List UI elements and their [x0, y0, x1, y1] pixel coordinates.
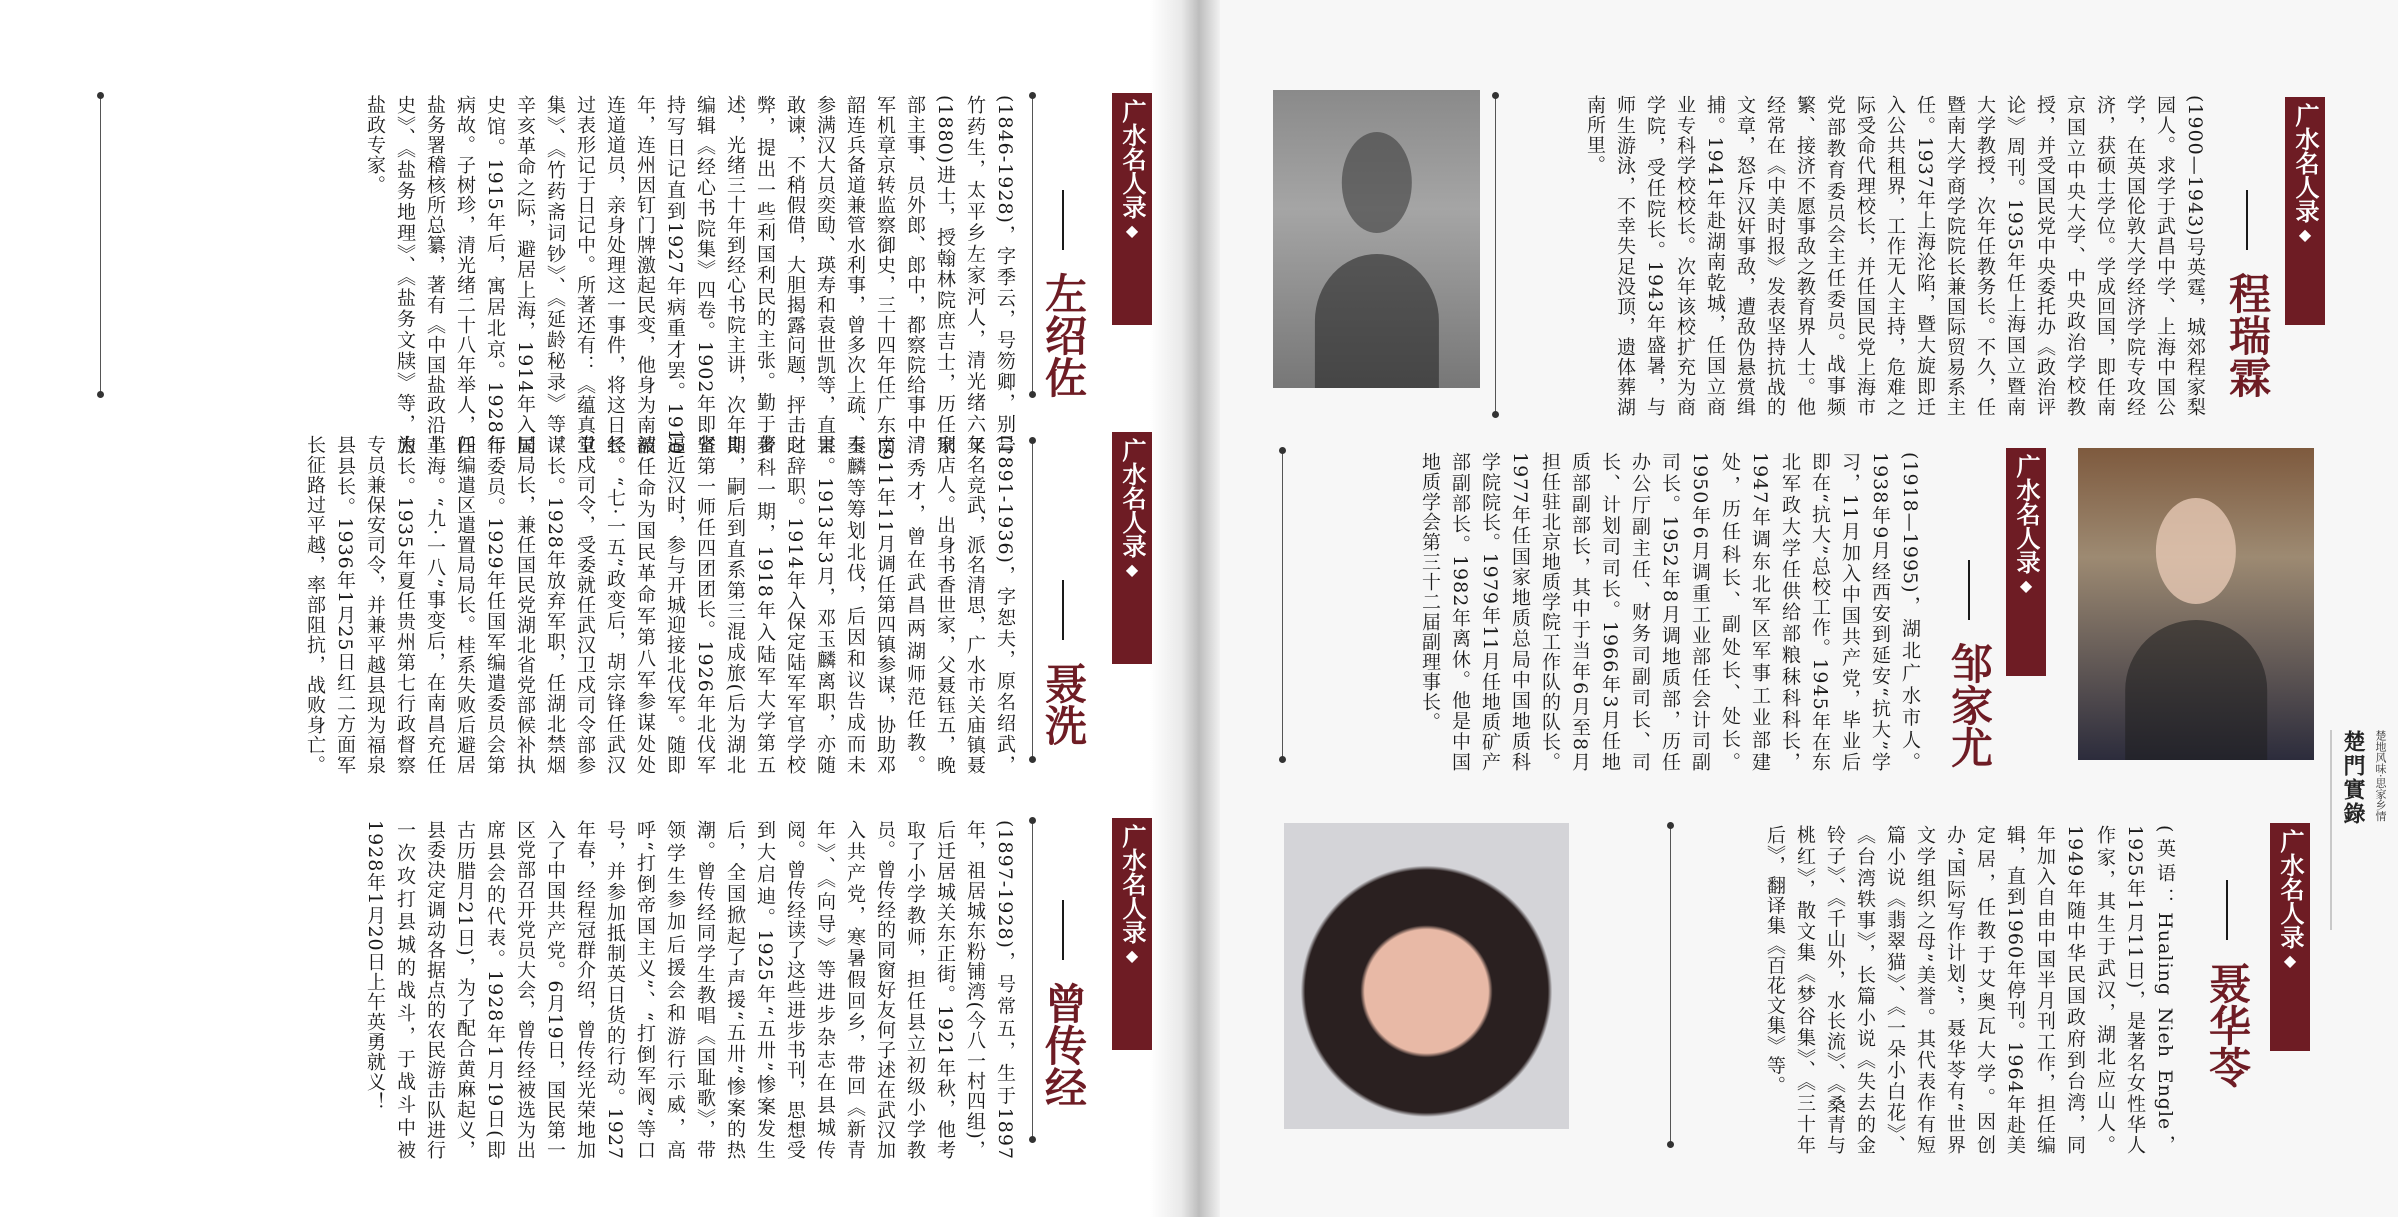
- portrait-body: [2125, 620, 2267, 760]
- section-tag-label: 广水名人录: [2276, 829, 2305, 949]
- divider-line: [1495, 95, 1496, 415]
- bio-zou: (1918—1995)，湖北广水市人。1938年9月经西安到延安“抗大”学习，11月加入中国共产党，毕业后即在“抗大”总校工作。1945年在东北军政大学任供给部粮秣科科长，1947年调东北军区军事工业部建处，历任科长、副处长、处长。1950年6月调重工业部任会计司副司长。1952年8月调地质部，历任办公厅副主任、财务司副司长、司长、计划司司长。1966年3月任地质部副部长，其中于当年6月至8月担任驻北京地质学院工作队的队长。1977年任国家地质总局中国地质科学院院长。1979年11月任地质矿产部副部长。1982年离休。他是中国地质学会第三十二届副理事长。: [1419, 452, 1921, 772]
- divider-line: [1032, 440, 1033, 760]
- name-niexi: [1036, 580, 1090, 746]
- divider-line: [1032, 820, 1033, 1140]
- name-niexi-text: 聂洗: [1039, 662, 1088, 746]
- name-dash: [2246, 190, 2248, 250]
- bio-niexi: (1891-1936)，字恕夫，原名绍武，又名竞武，派名清思，广水市关庙镇聂家店人。出身书香世家，父聂钰五，晚清秀才，曾在武昌两湖师范任教。1911年11月调任第四镇参谋，协助邓玉麟等筹划北伐，后因和议告成而未果。1913年3月，邓玉麟离职，亦随之辞职。1914年入保定陆军军官学校步科一期，1918年入陆军大学第五期，嗣后到直系第三混成旅(后为湖北省第一师任四团团长。1926年北伐军逼近汉时，参与开城迎接北伐军。随即被任命为国民革命军第八军参谋处处长。“七·一五”政变后，胡宗锋任武汉卫戍司令，受委就任武汉卫戍司令部参谋长。1928年放弃军职，任湖北禁烟局局长，兼任国民党湖北省党部候补执行委员。1929年任国军编遣委员会第四编遣区遣置局局长。桂系失败后避居上海。“九·一八”事变后，在南昌充任旅长。1935年夏任贵州第七行政督察专员兼保安司令，并兼平越县现为福泉县县长。1936年1月25日红二方面军长征路过平越，率部阻抗，战败身亡。: [304, 435, 1016, 775]
- name-cheng: [2220, 190, 2274, 398]
- section-tag-label: 广水名人录: [1118, 438, 1147, 558]
- bio-zuo: (1846-1928)，字季云，号笏卿，别号竹药生，太平乡左家河人，清光绪六年(1880)进士，授翰林院庶吉士，历任刑部主事、员外郎、郎中，都察院给事中、军机章京转监察御史，三十四年任广东南韶连兵备道兼管水利事，曾多次上疏、奏参满汉大员奕劻、瑛寿和袁世凯等，直言敢谏，不稍假借，大胆揭露问题，抨击时弊，提出一些利国利民的主张。勤于著述，光绪三十年到经心书院主讲，次年即编辑《经心书院集》四卷。1902年即坚持写日记直到1927年病重才罢。1910年，连州因钉门牌激起民变，他身为南韶连道道员，亲身处理这一事件，将这日经过表形记于日记中。所著还有：《蕴真堂集》、《竹药斋词钞》、《延龄秘录》等。辛亥革命之际，避居上海，1914年入国史馆。1915年后，寓居北京。1928年病故。子树珍，清光绪二十八年举人，任盐务署稽核所总纂，著有《中国盐政沿革史》、《盐务地理》、《盐务文牍》等，为盐政专家。: [364, 95, 1016, 455]
- section-tag-label: 广水名人录: [1118, 99, 1147, 219]
- diamond-icon: ◆: [2283, 951, 2297, 970]
- divider-line: [1032, 95, 1033, 395]
- name-zou-text: 邹家尤: [1945, 642, 1994, 768]
- bio-cheng: (1900—1943)号英霆，城郊程家梨园人。求学于武昌中学、上海中国公学，在英国伦敦大学经济学院专攻经济，获硕士学位。学成回国，即任南京国立中央大学、中央政治学校教授，并受国民党中央委托办《政治评论》周刊。1935年任上海国立暨南大学教授，次年任教务长。不久，任暨南大学商学院院长兼国际贸易系主任。1937年上海沦陷，暨大旋即迁入公共租界，工作无人主持，危难之际受命代理校长，并任国民党上海市党部教育委员会主任委员。战事频繁、接济不愿事敌之教育界人士。他经常在《中美时报》发表坚持抗战的文章，怒斥汉奸事敌，遭敌伪悬赏缉捕。1941年赴湖南乾城，任国立商业专科学校校长。次年该校扩充为商学院，受任院长。1943年盛暑，与师生游泳，不幸失足没顶，遗体葬湖南所里。: [1584, 95, 2206, 417]
- logo-slogan: 楚地风味·思家乡情: [2374, 730, 2387, 822]
- portrait-head: [1341, 132, 1411, 233]
- name-zuo: [1036, 190, 1090, 398]
- portrait-zou: [2078, 448, 2314, 760]
- portrait-nie-hualing: [1284, 823, 1569, 1129]
- name-dash: [1062, 580, 1064, 640]
- bio-niehualing: (英语：Hualing Nieh Engle，1925年1月11日)，是著名女性华人作家，其生于武汉，湖北应山人。1949年随中华民国政府到台湾，同年加入自由中国半月刊工作，担任编辑，直到1960年停刊。1964年赴美定居，任教于艾奥瓦大学。因创办“国际写作计划”，聂华苓有“世界文学组织之母”美誉。其代表作有短篇小说《翡翠猫》、《一朵小白花》、《台湾轶事》，长篇小说《失去的金铃子》、《千山外，水长流》、《桑青与桃红》，散文集《梦谷集》、《三十年后》，翻译集《百花文集》等。: [1764, 825, 2176, 1155]
- portrait-body: [1314, 254, 1438, 388]
- portrait-head: [2156, 498, 2236, 604]
- name-zeng-text: 曾传经: [1039, 982, 1088, 1108]
- section-tag-label: 广水名人录: [2012, 454, 2041, 574]
- divider-line: [1670, 825, 1671, 1145]
- section-tag-label: 广水名人录: [1118, 824, 1147, 944]
- portrait-cheng: [1273, 90, 1480, 388]
- name-dash: [2226, 880, 2228, 940]
- diamond-icon: ◆: [2019, 576, 2033, 595]
- name-zuo-text: 左绍佐: [1039, 272, 1088, 398]
- bio-zeng: (1897-1928)，号常五，生于1897年，祖居城东粉铺湾(今八一村四组)，后迁居城关东正街。1921年秋，他考取了小学教师，担任县立初级小学教员。曾传经的同窗好友何子述在武汉加入共产党，寒暑假回乡，带回《新青年》、《向导》等进步杂志在县城传阅。曾传经读了这些进步书刊，思想受到大启迪。1925年“五卅”惨案发生后，全国掀起了声援“五卅”惨案的热潮。曾传经同学生教唱《国耻歌》，带领学生参加后援会和游行示威，高呼“打倒帝国主义”、“打倒军阀”等口号，并参加抵制英日货的行动。1927年春，经程冠群介绍，曾传经光荣地加入了中国共产党。6月19日，国民第一区党部召开党员大会，曾传经被选为出席县会的代表。1928年1月19日(即古历腊月21日)，为了配合黄麻起义，县委决定调动各据点的农民游击队进行一次攻打县城的战斗，于战斗中被1928年1月20日上午英勇就义！: [364, 820, 1016, 1160]
- name-dash: [1062, 900, 1064, 960]
- name-niehualing-text: 聂华苓: [2203, 962, 2252, 1088]
- name-cheng-text: 程瑞霖: [2223, 272, 2272, 398]
- name-dash: [1968, 560, 1970, 620]
- logo-mark: 楚門實錄: [2340, 730, 2366, 826]
- section-tag-niehualing: [2270, 823, 2310, 1051]
- book-spine: [1150, 0, 1220, 1217]
- section-tag-cheng: [2285, 97, 2325, 325]
- name-zeng: [1036, 900, 1090, 1108]
- section-tag-label: 广水名人录: [2291, 103, 2320, 223]
- diamond-icon: ◆: [1125, 946, 1139, 965]
- section-tag-zeng: [1112, 818, 1152, 1050]
- section-tag-niexi: [1112, 432, 1152, 664]
- diamond-icon: ◆: [1125, 560, 1139, 579]
- name-dash: [1062, 190, 1064, 250]
- publication-logo: [2330, 730, 2398, 930]
- diamond-icon: ◆: [2298, 225, 2312, 244]
- section-tag-zuo: [1112, 93, 1152, 325]
- divider-line: [100, 95, 101, 395]
- name-zou: [1942, 560, 1996, 768]
- name-niehualing: [2200, 880, 2254, 1088]
- section-tag-zou: [2006, 448, 2046, 676]
- divider-line: [1282, 450, 1283, 760]
- diamond-icon: ◆: [1125, 221, 1139, 240]
